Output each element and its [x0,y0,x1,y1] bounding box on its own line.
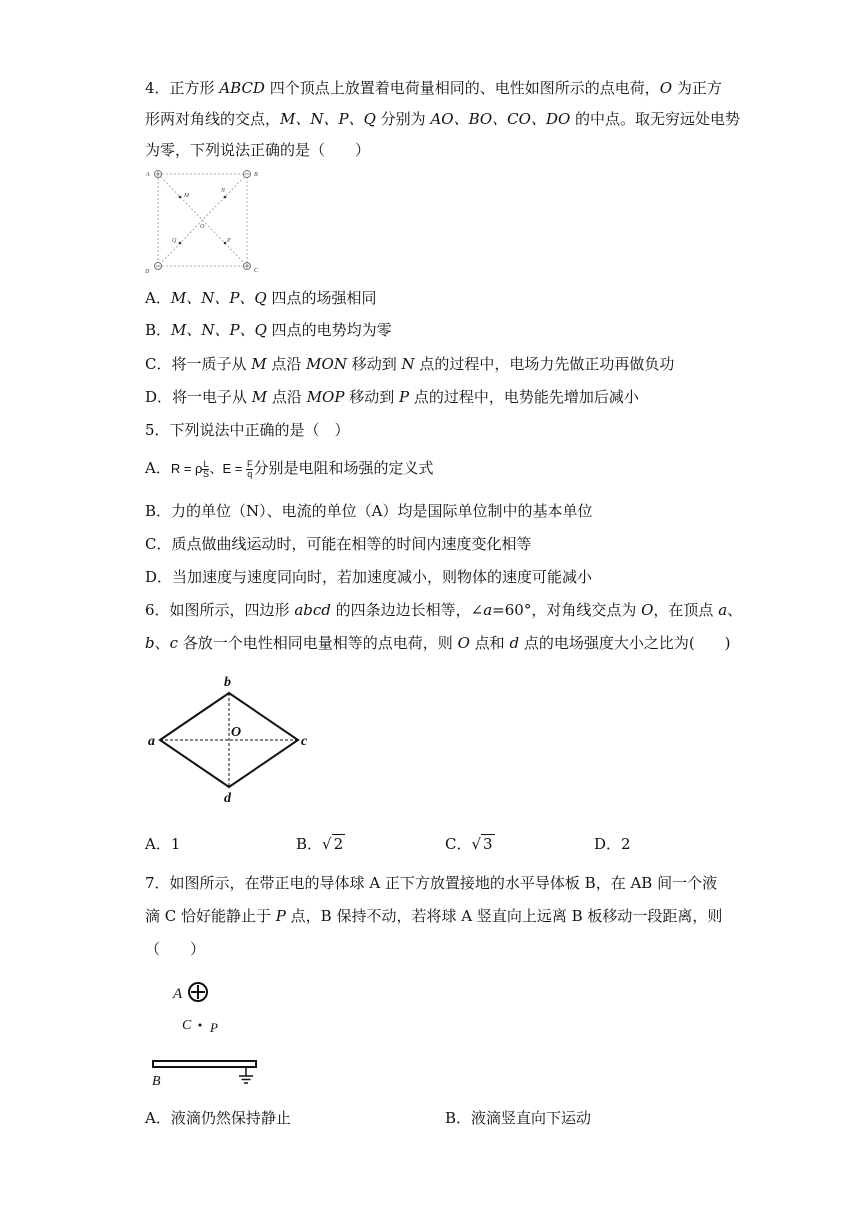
sqrt-symbol: √ 2 [322,835,344,853]
q5-option-a[interactable]: A．R = ρ $\frac{L}{S}$ 、E = $\frac{F}{q}$ 分别是电阻和场强的定义式 [145,458,434,479]
svg-text:B: B [254,172,258,178]
q6-option-b[interactable]: B．√ 2 [296,835,344,853]
q7-capacitor-figure [140,975,280,1090]
q7-stem-line-3: （ ） [145,940,206,958]
svg-text:b: b [224,675,231,690]
svg-text:M: M [184,193,189,199]
q4-stem-line-2: 形两对角线的交点，M、N、P、Q 分别为 AO、BO、CO、DO 的中点。取无穷远处电势 [145,110,741,128]
fraction-f-over-q: $\frac{F}{q}$ [246,458,253,479]
q7-stem-line-2: 滴 C 恰好能静止于 P 点，B 保持不动，若将球 A 竖直向上远离 B 板移动一段距离，则 [145,907,723,925]
svg-text:d: d [224,791,231,806]
q6-option-c[interactable]: C．√ 3 [445,835,493,853]
q4-option-a[interactable]: A．M、N、P、Q 四点的场强相同 [145,289,377,307]
sqrt-symbol: √ 3 [471,835,493,853]
q4-stem-line-3: 为零，下列说法正确的是（ ） [145,141,371,159]
q6-stem-line-2: b、c 各放一个电性相同电量相等的点电荷，则 O 点和 d 点的电场强度大小之比为( ) [145,634,731,652]
svg-text:O: O [200,224,205,230]
svg-text:Q: Q [172,238,177,244]
q4-option-d[interactable]: D．将一电子从 M 点沿 MOP 移动到 P 点的过程中，电势能先增加后减小 [145,388,639,406]
svg-text:c: c [301,734,308,749]
q6-rhombus-figure [140,670,320,810]
q4-stem-line-1: 4．正方形 ABCD 四个顶点上放置着电荷量相同的、电性如图所示的点电荷，O 为正方 [145,79,722,97]
q7-option-b[interactable]: B．液滴竖直向下运动 [445,1109,592,1127]
q5-option-b[interactable]: B．力的单位（N）、电流的单位（A）均是国际单位制中的基本单位 [145,502,593,520]
svg-text:A: A [173,986,183,1002]
q4-option-b[interactable]: B．M、N、P、Q 四点的电势均为零 [145,321,392,339]
svg-text:D: D [145,269,150,275]
q5-stem: 5．下列说法中正确的是（ ） [145,421,350,439]
q5-option-d[interactable]: D．当加速度与速度同向时，若加速度减小，则物体的速度可能减小 [145,568,593,586]
svg-text:C: C [254,268,259,274]
q6-option-d[interactable]: D．2 [594,835,631,853]
fraction-l-over-s: $\frac{L}{S}$ [202,458,209,479]
svg-text:B: B [152,1074,161,1089]
svg-text:a: a [148,734,155,749]
svg-text:P: P [227,238,231,244]
svg-text:C: C [182,1018,192,1033]
q4-square-figure [140,166,265,276]
svg-text:N: N [221,188,226,194]
svg-text:O: O [231,725,242,740]
q7-option-a[interactable]: A．液滴仍然保持静止 [145,1109,291,1127]
q7-stem-line-1: 7．如图所示，在带正电的导体球 A 正下方放置接地的水平导体板 B，在 AB 间一个液 [145,874,718,892]
q5-option-c[interactable]: C．质点做曲线运动时，可能在相等的时间内速度变化相等 [145,535,532,553]
q6-option-a[interactable]: A．1 [145,835,181,853]
q6-stem-line-1: 6．如图所示，四边形 abcd 的四条边边长相等，∠a=60°，对角线交点为 O，在顶点 a、 [145,601,743,619]
svg-text:A: A [146,172,150,178]
q4-option-c[interactable]: C．将一质子从 M 点沿 MON 移动到 N 点的过程中，电场力先做正功再做负功 [145,355,675,373]
svg-text:P: P [210,1020,218,1035]
